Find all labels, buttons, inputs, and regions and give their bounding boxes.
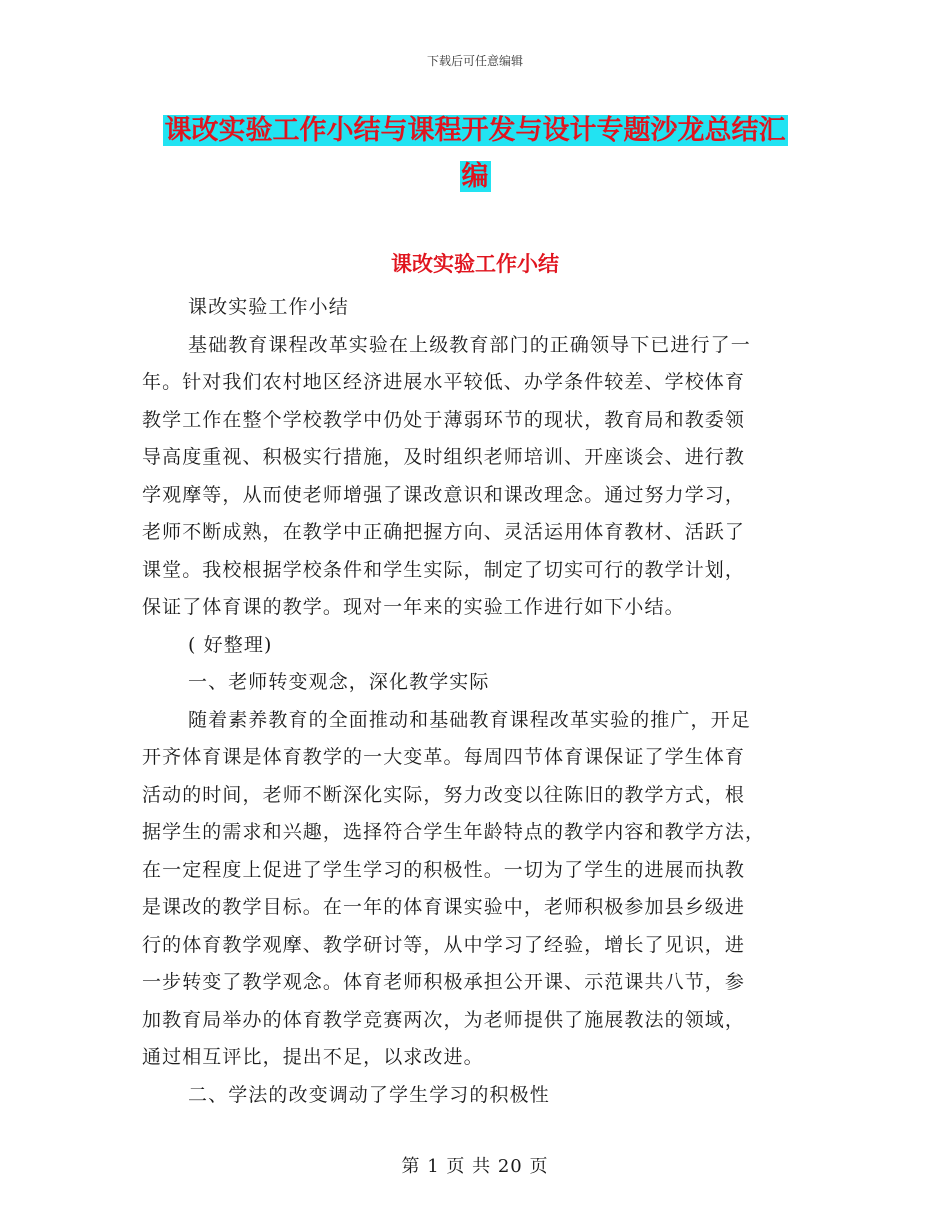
body-text-line: 行的体育教学观摩、教学研讨等，从中学习了经验，增长了见识，进 (142, 933, 746, 956)
page-header: 下载后可任意编辑 (426, 54, 523, 68)
section-title: 课改实验工作小结 (391, 252, 559, 276)
body-text-line: 导高度重视、积极实行措施，及时组织老师培训、开座谈会、进行教 (142, 446, 746, 468)
body-text-line: 加教育局举办的体育教学竞赛两次，为老师提供了施展教法的领域， (142, 1008, 746, 1031)
document-body (142, 289, 802, 1114)
document-title-line-2: 编 (461, 161, 489, 192)
body-text-line: 保证了体育课的教学。现对一年来的实验工作进行如下小结。 (142, 596, 685, 618)
body-text-line: 课堂。我校根据学校条件和学生实际，制定了切实可行的教学计划， (142, 558, 746, 581)
body-text-line: 随着素养教育的全面推动和基础教育课程改革实验的推广，开足 (188, 708, 751, 731)
body-text-line: 通过相互评比，提出不足，以求改进。 (142, 1046, 484, 1068)
body-text-line: 据学生的需求和兴趣，选择符合学生年龄特点的教学内容和教学方法， (142, 821, 766, 843)
body-text-line: 在一定程度上促进了学生学习的积极性。一切为了学生的进展而执教 (142, 858, 746, 881)
body-text-line: 开齐体育课是体育教学的一大变革。每周四节体育课保证了学生体育 (142, 746, 746, 768)
body-text-line: 课改实验工作小结 (188, 296, 349, 318)
document-title (140, 108, 810, 200)
document-title-line-1: 课改实验工作小结与课程开发与设计专题沙龙总结汇 (164, 115, 786, 146)
body-text-line: 教学工作在整个学校教学中仍处于薄弱环节的现状，教育局和教委领 (142, 408, 746, 431)
body-text-line: 二、学法的改变调动了学生学习的积极性 (188, 1083, 550, 1106)
body-text-line: 活动的时间，老师不断深化实际，努力改变以往陈旧的教学方式，根 (142, 783, 746, 806)
body-text-line: 一步转变了教学观念。体育老师积极承担公开课、示范课共八节，参 (142, 971, 746, 993)
body-text-line: ( 好整理) (188, 633, 273, 656)
body-text-line: 基础教育课程改革实验在上级教育部门的正确领导下已进行了一 (188, 333, 751, 356)
body-text-line: 年。针对我们农村地区经济进展水平较低、办学条件较差、学校体育 (142, 371, 746, 393)
page-footer: 第 1 页 共 20 页 (401, 1156, 549, 1177)
body-text-line: 是课改的教学目标。在一年的体育课实验中，老师积极参加县乡级进 (142, 896, 746, 918)
body-text-line: 老师不断成熟，在教学中正确把握方向、灵活运用体育教材、活跃了 (142, 521, 746, 543)
body-text-line: 一、老师转变观念，深化教学实际 (188, 671, 490, 693)
body-text-line: 学观摩等，从而使老师增强了课改意识和课改理念。通过努力学习， (142, 483, 746, 506)
